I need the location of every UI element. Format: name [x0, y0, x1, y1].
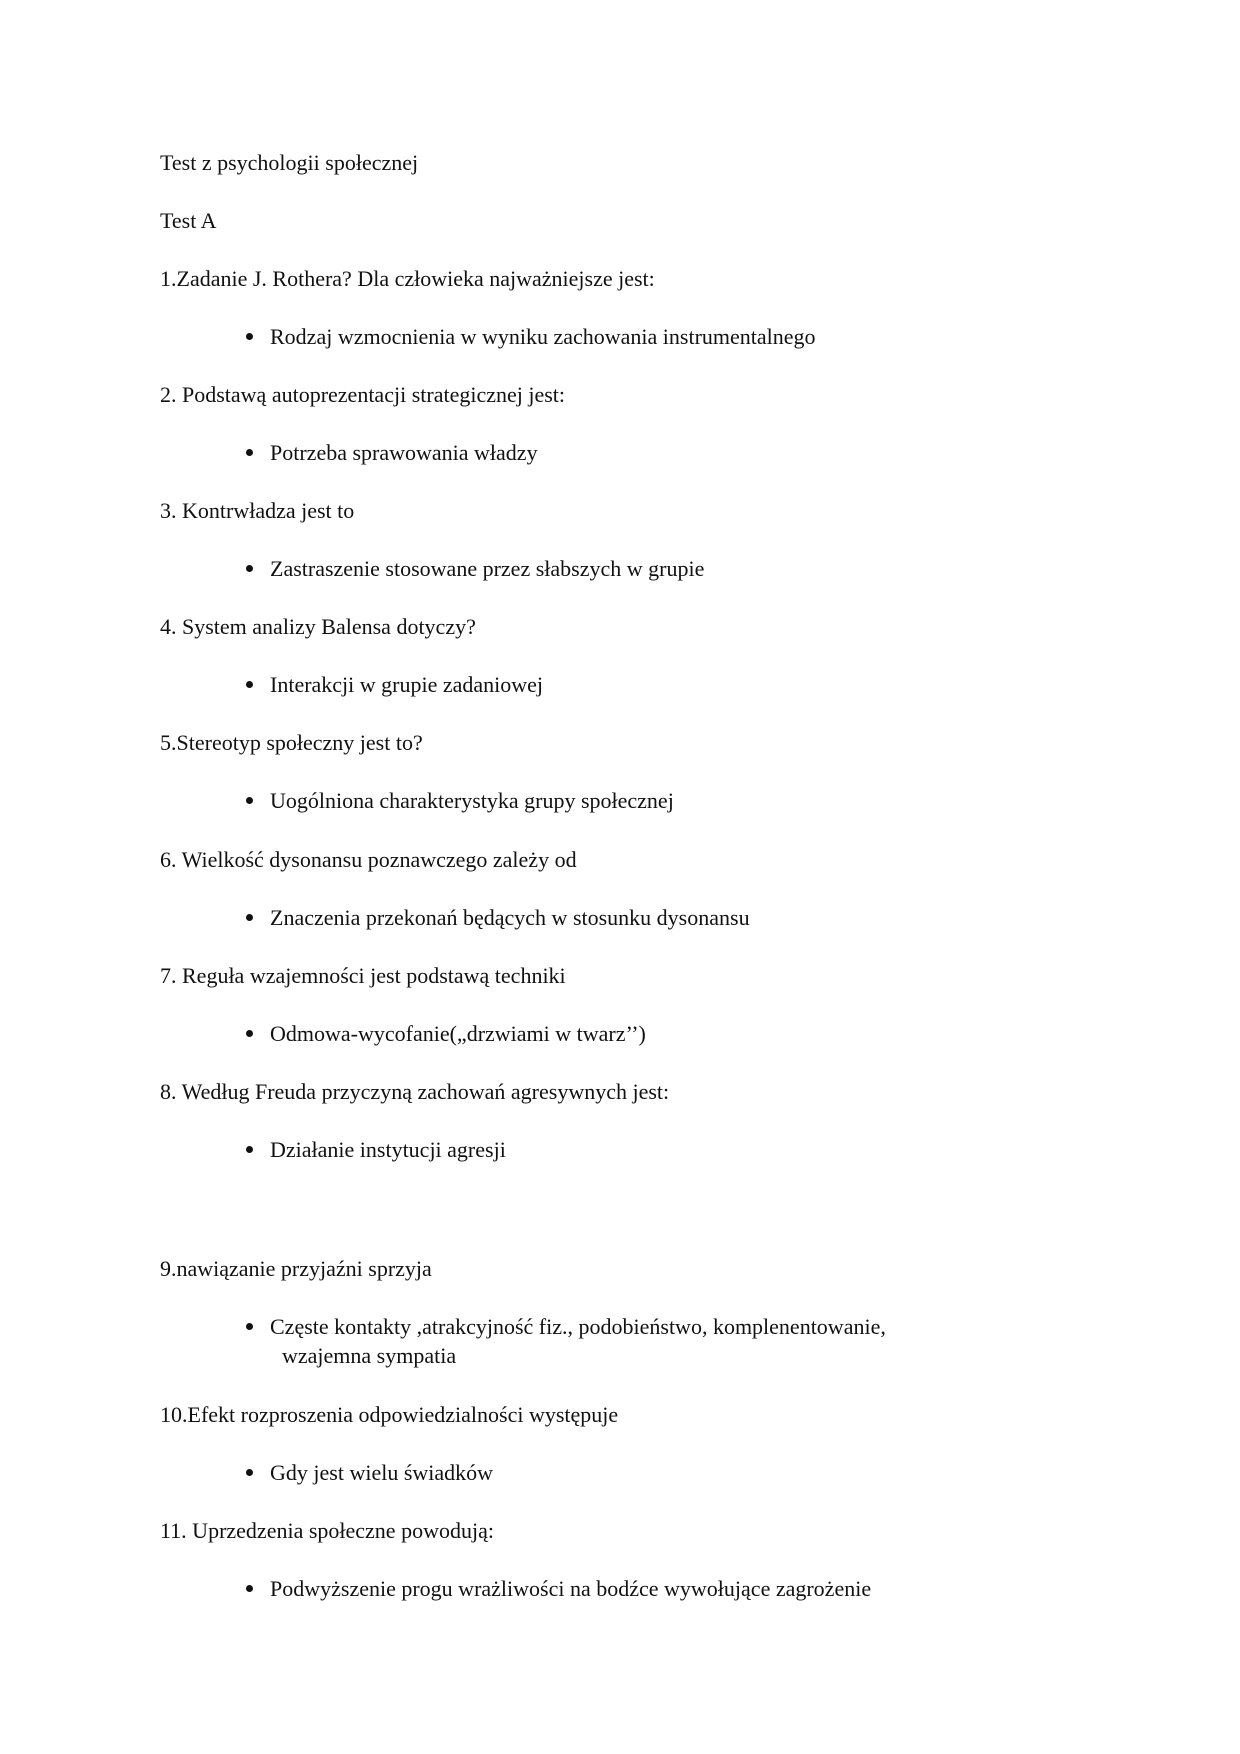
answer-text: Zastraszenie stosowane przez słabszych w grupie — [270, 556, 705, 581]
document-title: Test z psychologii społecznej — [160, 150, 419, 175]
answer-text: Odmowa-wycofanie(„drzwiami w twarz’’) — [270, 1021, 646, 1046]
answer-text-line-2: wzajemna sympatia — [282, 1343, 457, 1368]
answer-11 — [270, 1574, 1010, 1603]
bullet-icon — [246, 333, 253, 340]
answer-text: Działanie instytucji agresji — [270, 1137, 506, 1162]
document-subtitle: Test A — [160, 208, 217, 233]
question-5: 5.Stereotyp społeczny jest to? — [160, 730, 423, 755]
answer-6 — [270, 903, 1010, 932]
bullet-icon — [246, 1146, 253, 1153]
answer-text — [270, 1312, 1010, 1370]
question-3: 3. Kontrwładza jest to — [160, 498, 355, 523]
bullet-icon — [246, 449, 253, 456]
question-2: 2. Podstawą autoprezentacji strategicznej jest: — [160, 382, 566, 407]
answer-4 — [270, 670, 1010, 699]
answer-text: Interakcji w grupie zadaniowej — [270, 672, 544, 697]
answer-text-line-1: Częste kontakty ,atrakcyjność fiz., podobieństwo, komplenentowanie, — [270, 1314, 886, 1339]
answer-7 — [270, 1019, 1010, 1048]
question-11: 11. Uprzedzenia społeczne powodują: — [160, 1518, 494, 1543]
bullet-icon — [246, 1585, 253, 1592]
answer-text: Rodzaj wzmocnienia w wyniku zachowania instrumentalnego — [270, 324, 816, 349]
answer-10 — [270, 1458, 1010, 1487]
question-8: 8. Według Freuda przyczyną zachowań agresywnych jest: — [160, 1079, 670, 1104]
question-7: 7. Reguła wzajemności jest podstawą techniki — [160, 963, 566, 988]
question-1: 1.Zadanie J. Rothera? Dla człowieka najważniejsze jest: — [160, 266, 655, 291]
answer-1 — [270, 322, 1010, 351]
answer-9 — [270, 1312, 1010, 1370]
bullet-icon — [246, 681, 253, 688]
answer-3 — [270, 554, 1010, 583]
bullet-icon — [246, 797, 253, 804]
answer-text: Uogólniona charakterystyka grupy społecznej — [270, 788, 674, 813]
bullet-icon — [246, 1469, 253, 1476]
answer-text: Potrzeba sprawowania władzy — [270, 440, 538, 465]
answer-8 — [270, 1135, 1010, 1164]
bullet-icon — [246, 1030, 253, 1037]
answer-text: Gdy jest wielu świadków — [270, 1460, 494, 1485]
bullet-icon — [246, 1323, 253, 1330]
bullet-icon — [246, 565, 253, 572]
question-9: 9.nawiązanie przyjaźni sprzyja — [160, 1256, 432, 1281]
question-6: 6. Wielkość dysonansu poznawczego zależy od — [160, 847, 577, 872]
answer-text: Znaczenia przekonań będących w stosunku dysonansu — [270, 905, 750, 930]
answer-text: Podwyższenie progu wrażliwości na bodźce wywołujące zagrożenie — [270, 1576, 872, 1601]
question-4: 4. System analizy Balensa dotyczy? — [160, 614, 476, 639]
answer-5 — [270, 786, 1010, 815]
question-10: 10.Efekt rozproszenia odpowiedzialności występuje — [160, 1402, 619, 1427]
bullet-icon — [246, 914, 253, 921]
answer-2 — [270, 438, 1010, 467]
